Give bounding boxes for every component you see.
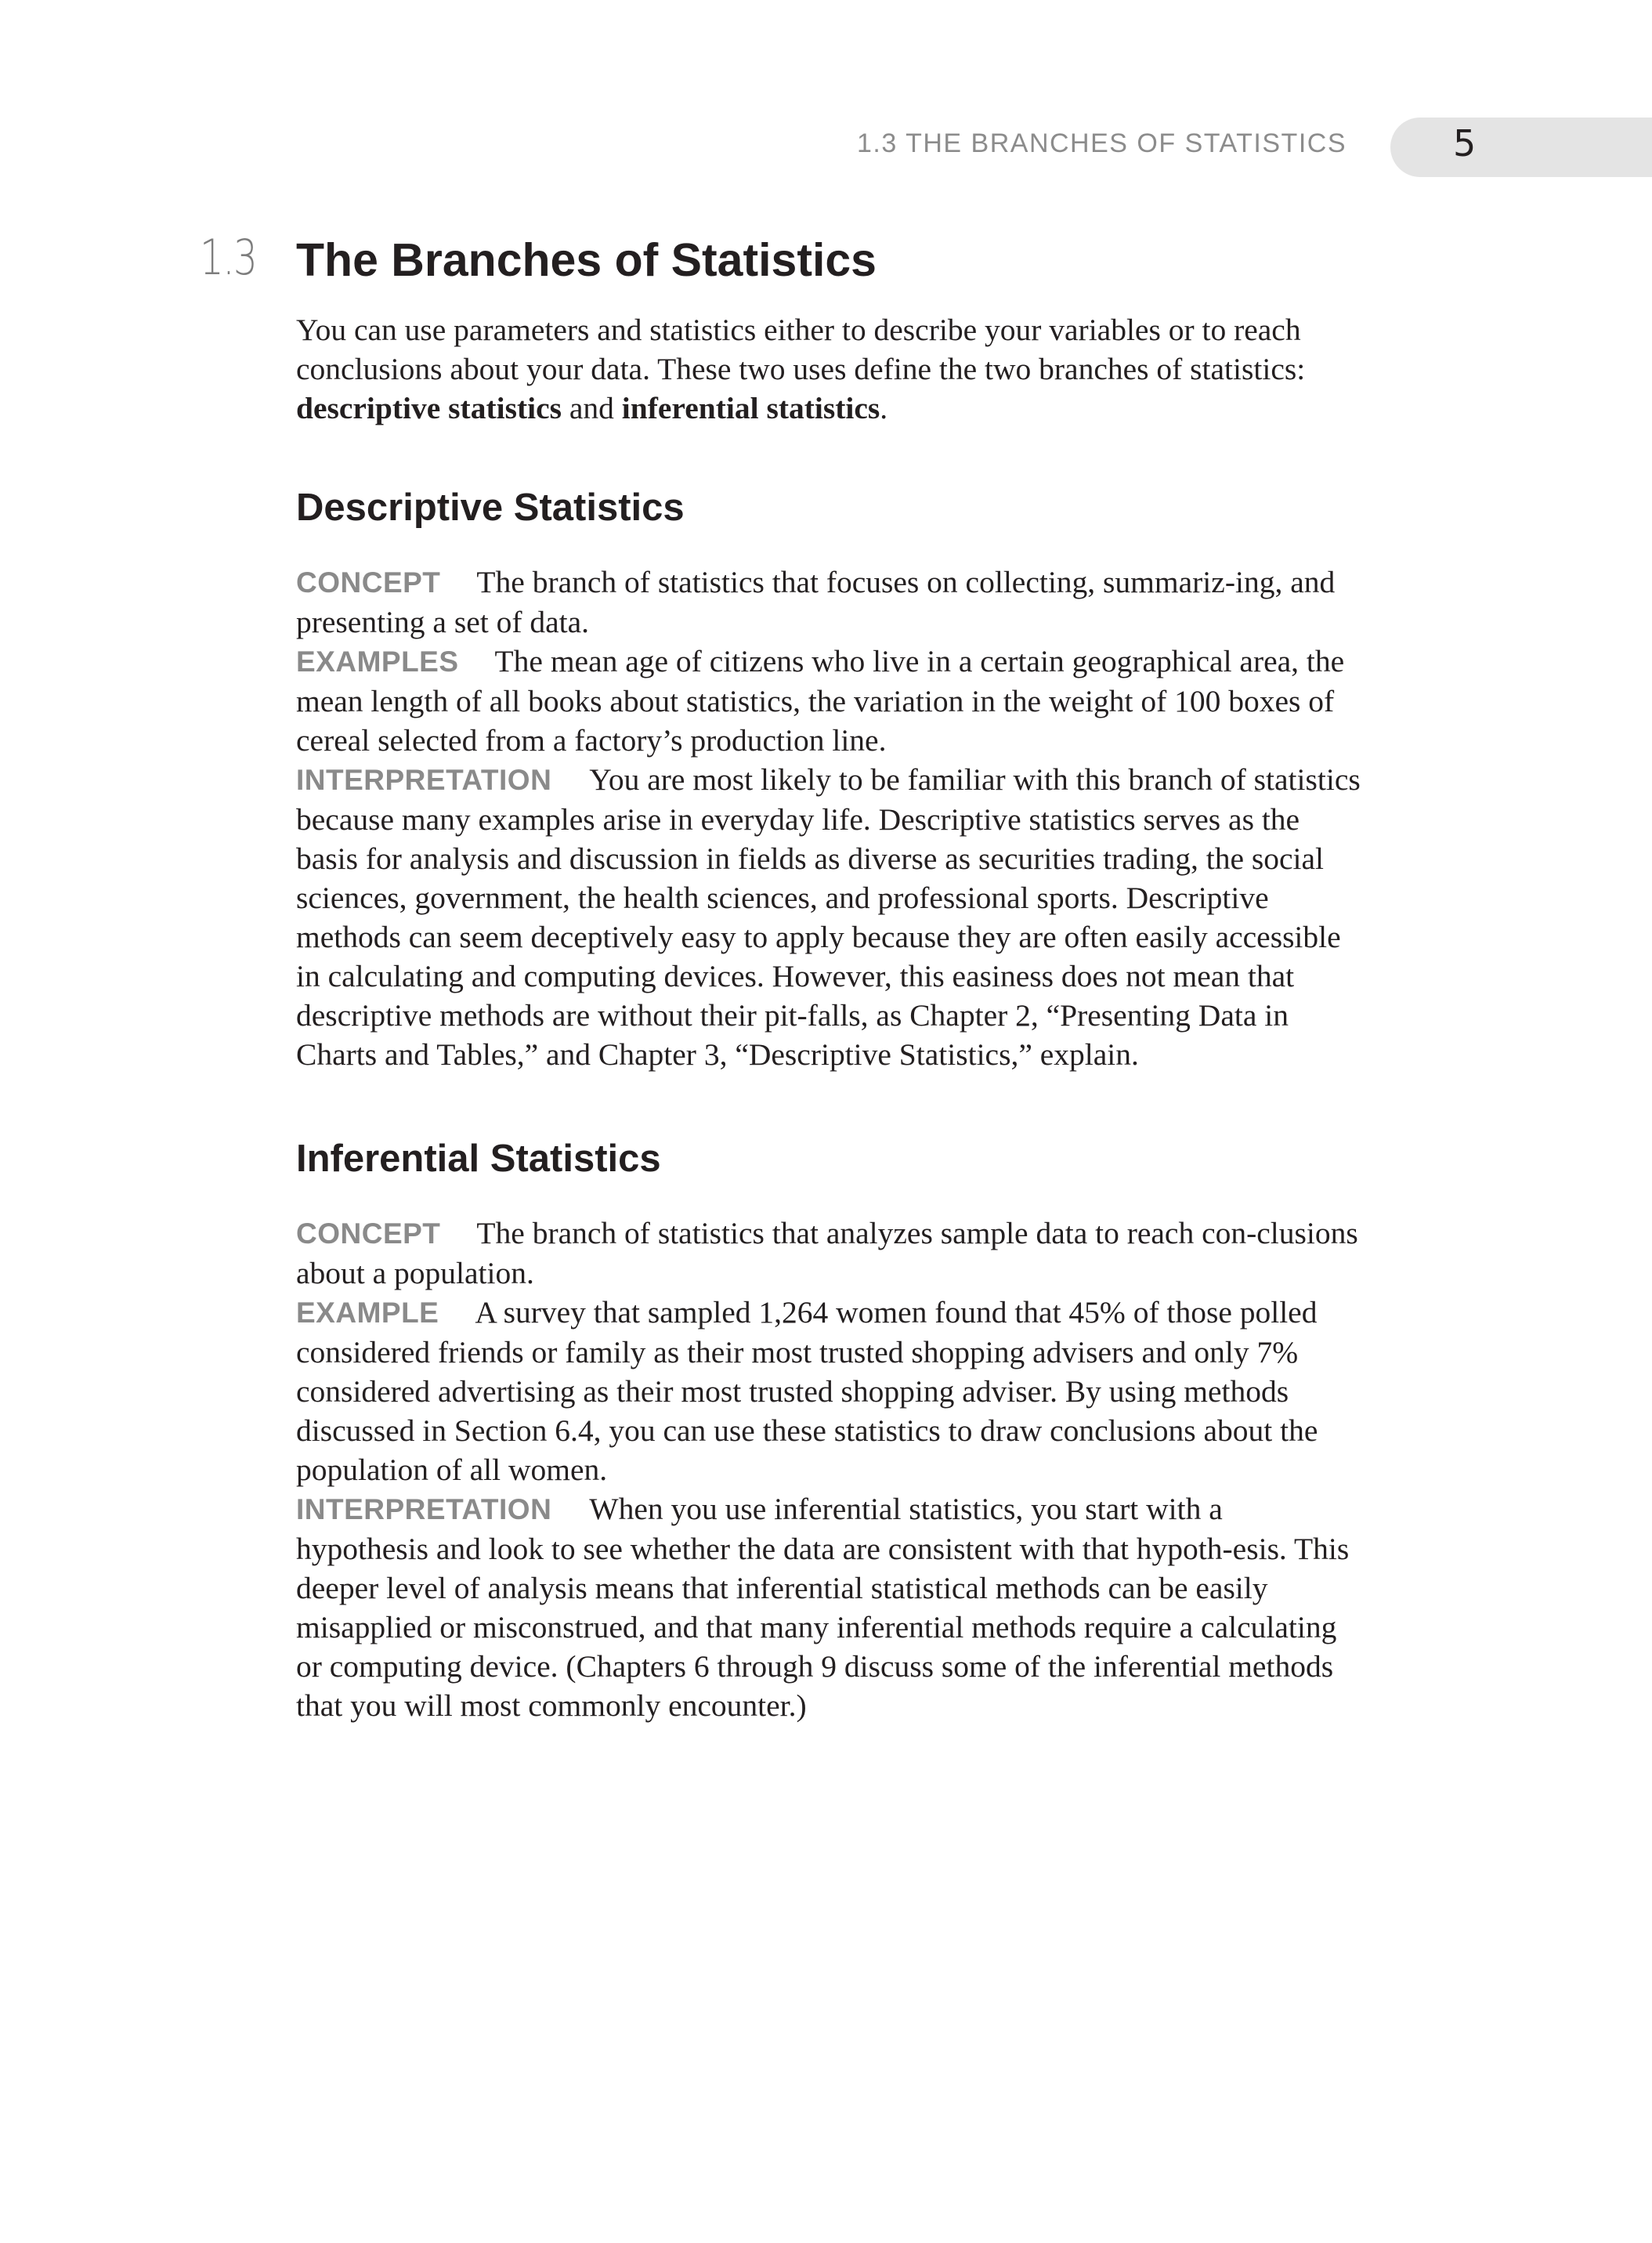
intro-text-3: .	[880, 391, 888, 425]
inferential-example	[296, 1293, 1361, 1489]
running-head-title: 1.3 THE BRANCHES OF STATISTICS	[857, 128, 1347, 158]
descriptive-statistics-heading: Descriptive Statistics	[296, 487, 685, 529]
descriptive-examples-label: EXAMPLES	[296, 646, 459, 678]
descriptive-examples	[296, 642, 1361, 760]
running-head	[0, 118, 1652, 177]
main-content	[296, 229, 1361, 1725]
descriptive-interpretation	[296, 760, 1361, 1074]
intro-term-descriptive: descriptive statistics	[296, 391, 562, 425]
intro-text-2: and	[561, 391, 622, 425]
section-number: 1.3	[200, 229, 257, 286]
intro-term-inferential: inferential statistics	[621, 391, 880, 425]
inferential-concept-text: The branch of statistics that analyzes sample data to reach con-clusions about a population.	[296, 1216, 1358, 1290]
inferential-interpretation-label: INTERPRETATION	[296, 1493, 552, 1525]
inferential-example-text: A survey that sampled 1,264 women found that 45% of those polled considered friends or family as their most trusted shopping advisers and only 7% considered advertising as their most trusted shopping adviser. By using methods discussed in Section 6.4, you can use these statistics to draw conclusions about the population of all women.	[296, 1295, 1318, 1487]
inferential-example-label: EXAMPLE	[296, 1297, 439, 1329]
page-number: 5	[1453, 122, 1477, 165]
inferential-interpretation	[296, 1489, 1361, 1725]
inferential-statistics-heading: Inferential Statistics	[296, 1138, 661, 1180]
descriptive-concept	[296, 563, 1361, 642]
descriptive-concept-text: The branch of statistics that focuses on collecting, summariz-ing, and presenting a set of data.	[296, 565, 1336, 639]
intro-text-1: You can use parameters and statistics either to describe your variables or to reach conclusions about your data. These two uses define the two branches of statistics:	[296, 313, 1306, 386]
inferential-concept	[296, 1214, 1361, 1293]
inferential-interpretation-text: When you use inferential statistics, you start with a hypothesis and look to see whether the data are consistent with that hypoth-esis. This deeper level of analysis means that inferential statistical methods can be easily misapplied or misconstrued, and that many inferential methods require a calculating or computing device. (Chapters 6 through 9 discuss some of the inferential methods that you will most commonly encounter.)	[296, 1492, 1350, 1723]
inferential-concept-label: CONCEPT	[296, 1217, 441, 1250]
page-number-tab	[1390, 118, 1652, 177]
descriptive-concept-label: CONCEPT	[296, 566, 441, 599]
descriptive-examples-text: The mean age of citizens who live in a certain geographical area, the mean length of all books about statistics, the variation in the weight of 100 boxes of cereal selected from a factory’s production line.	[296, 644, 1345, 758]
descriptive-interpretation-label: INTERPRETATION	[296, 764, 552, 796]
descriptive-interpretation-text: You are most likely to be familiar with this branch of statistics because many examples arise in everyday life. Descriptive statistics serves as the basis for analysis and discussion in fields as diverse as securities trading, the social sciences, government, the health sciences, and professional sports. Descriptive methods can seem deceptively easy to apply because they are often easily accessible in calculating and computing devices. However, this easiness does not mean that descriptive methods are without their pit-falls, as Chapter 2, “Presenting Data in Charts and Tables,” and Chapter 3, “Descriptive Statistics,” explain.	[296, 762, 1361, 1072]
intro-paragraph	[296, 310, 1361, 428]
section-title: The Branches of Statistics	[296, 234, 877, 286]
